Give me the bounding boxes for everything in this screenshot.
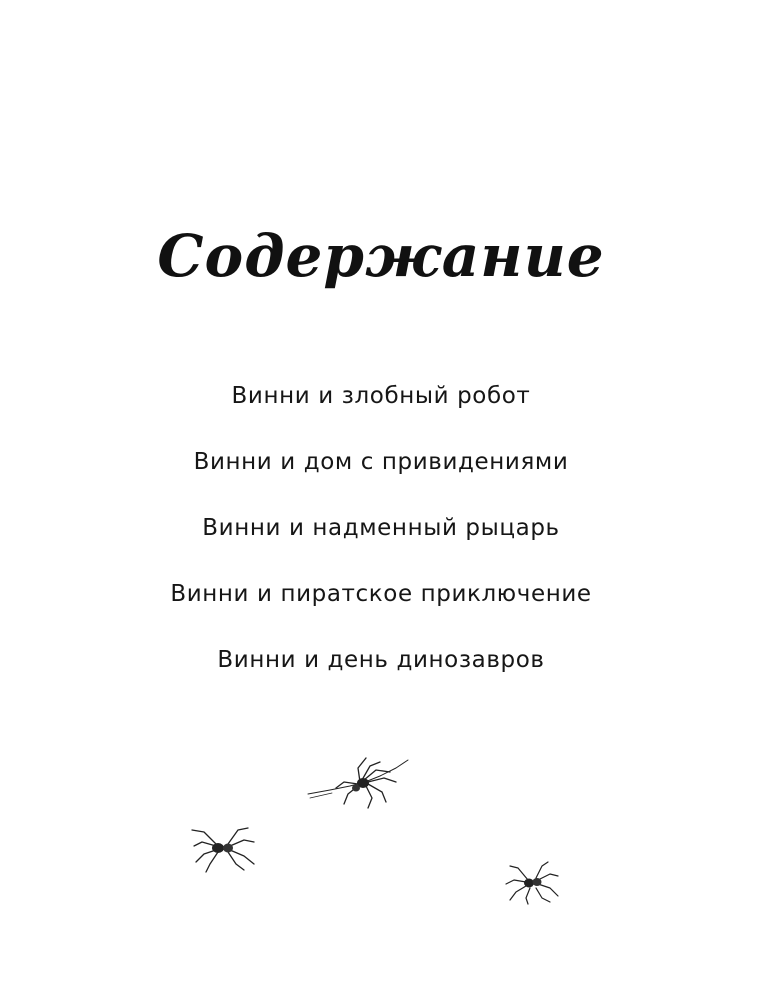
- toc-item-3[interactable]: Винни и надменный рыцарь: [202, 515, 560, 541]
- toc-item-2[interactable]: Винни и дом с привидениями: [193, 449, 569, 475]
- spider-icon: [300, 752, 415, 812]
- toc-item-5[interactable]: Винни и день динозавров: [217, 647, 545, 673]
- spider-icon: [502, 860, 564, 904]
- toc-item-1[interactable]: Винни и злобный робот: [231, 383, 531, 409]
- toc-item-4[interactable]: Винни и пиратское приключение: [170, 581, 592, 607]
- spider-icon: [188, 822, 262, 874]
- table-of-contents: [0, 378, 762, 708]
- page-title: Содержание: [157, 222, 605, 290]
